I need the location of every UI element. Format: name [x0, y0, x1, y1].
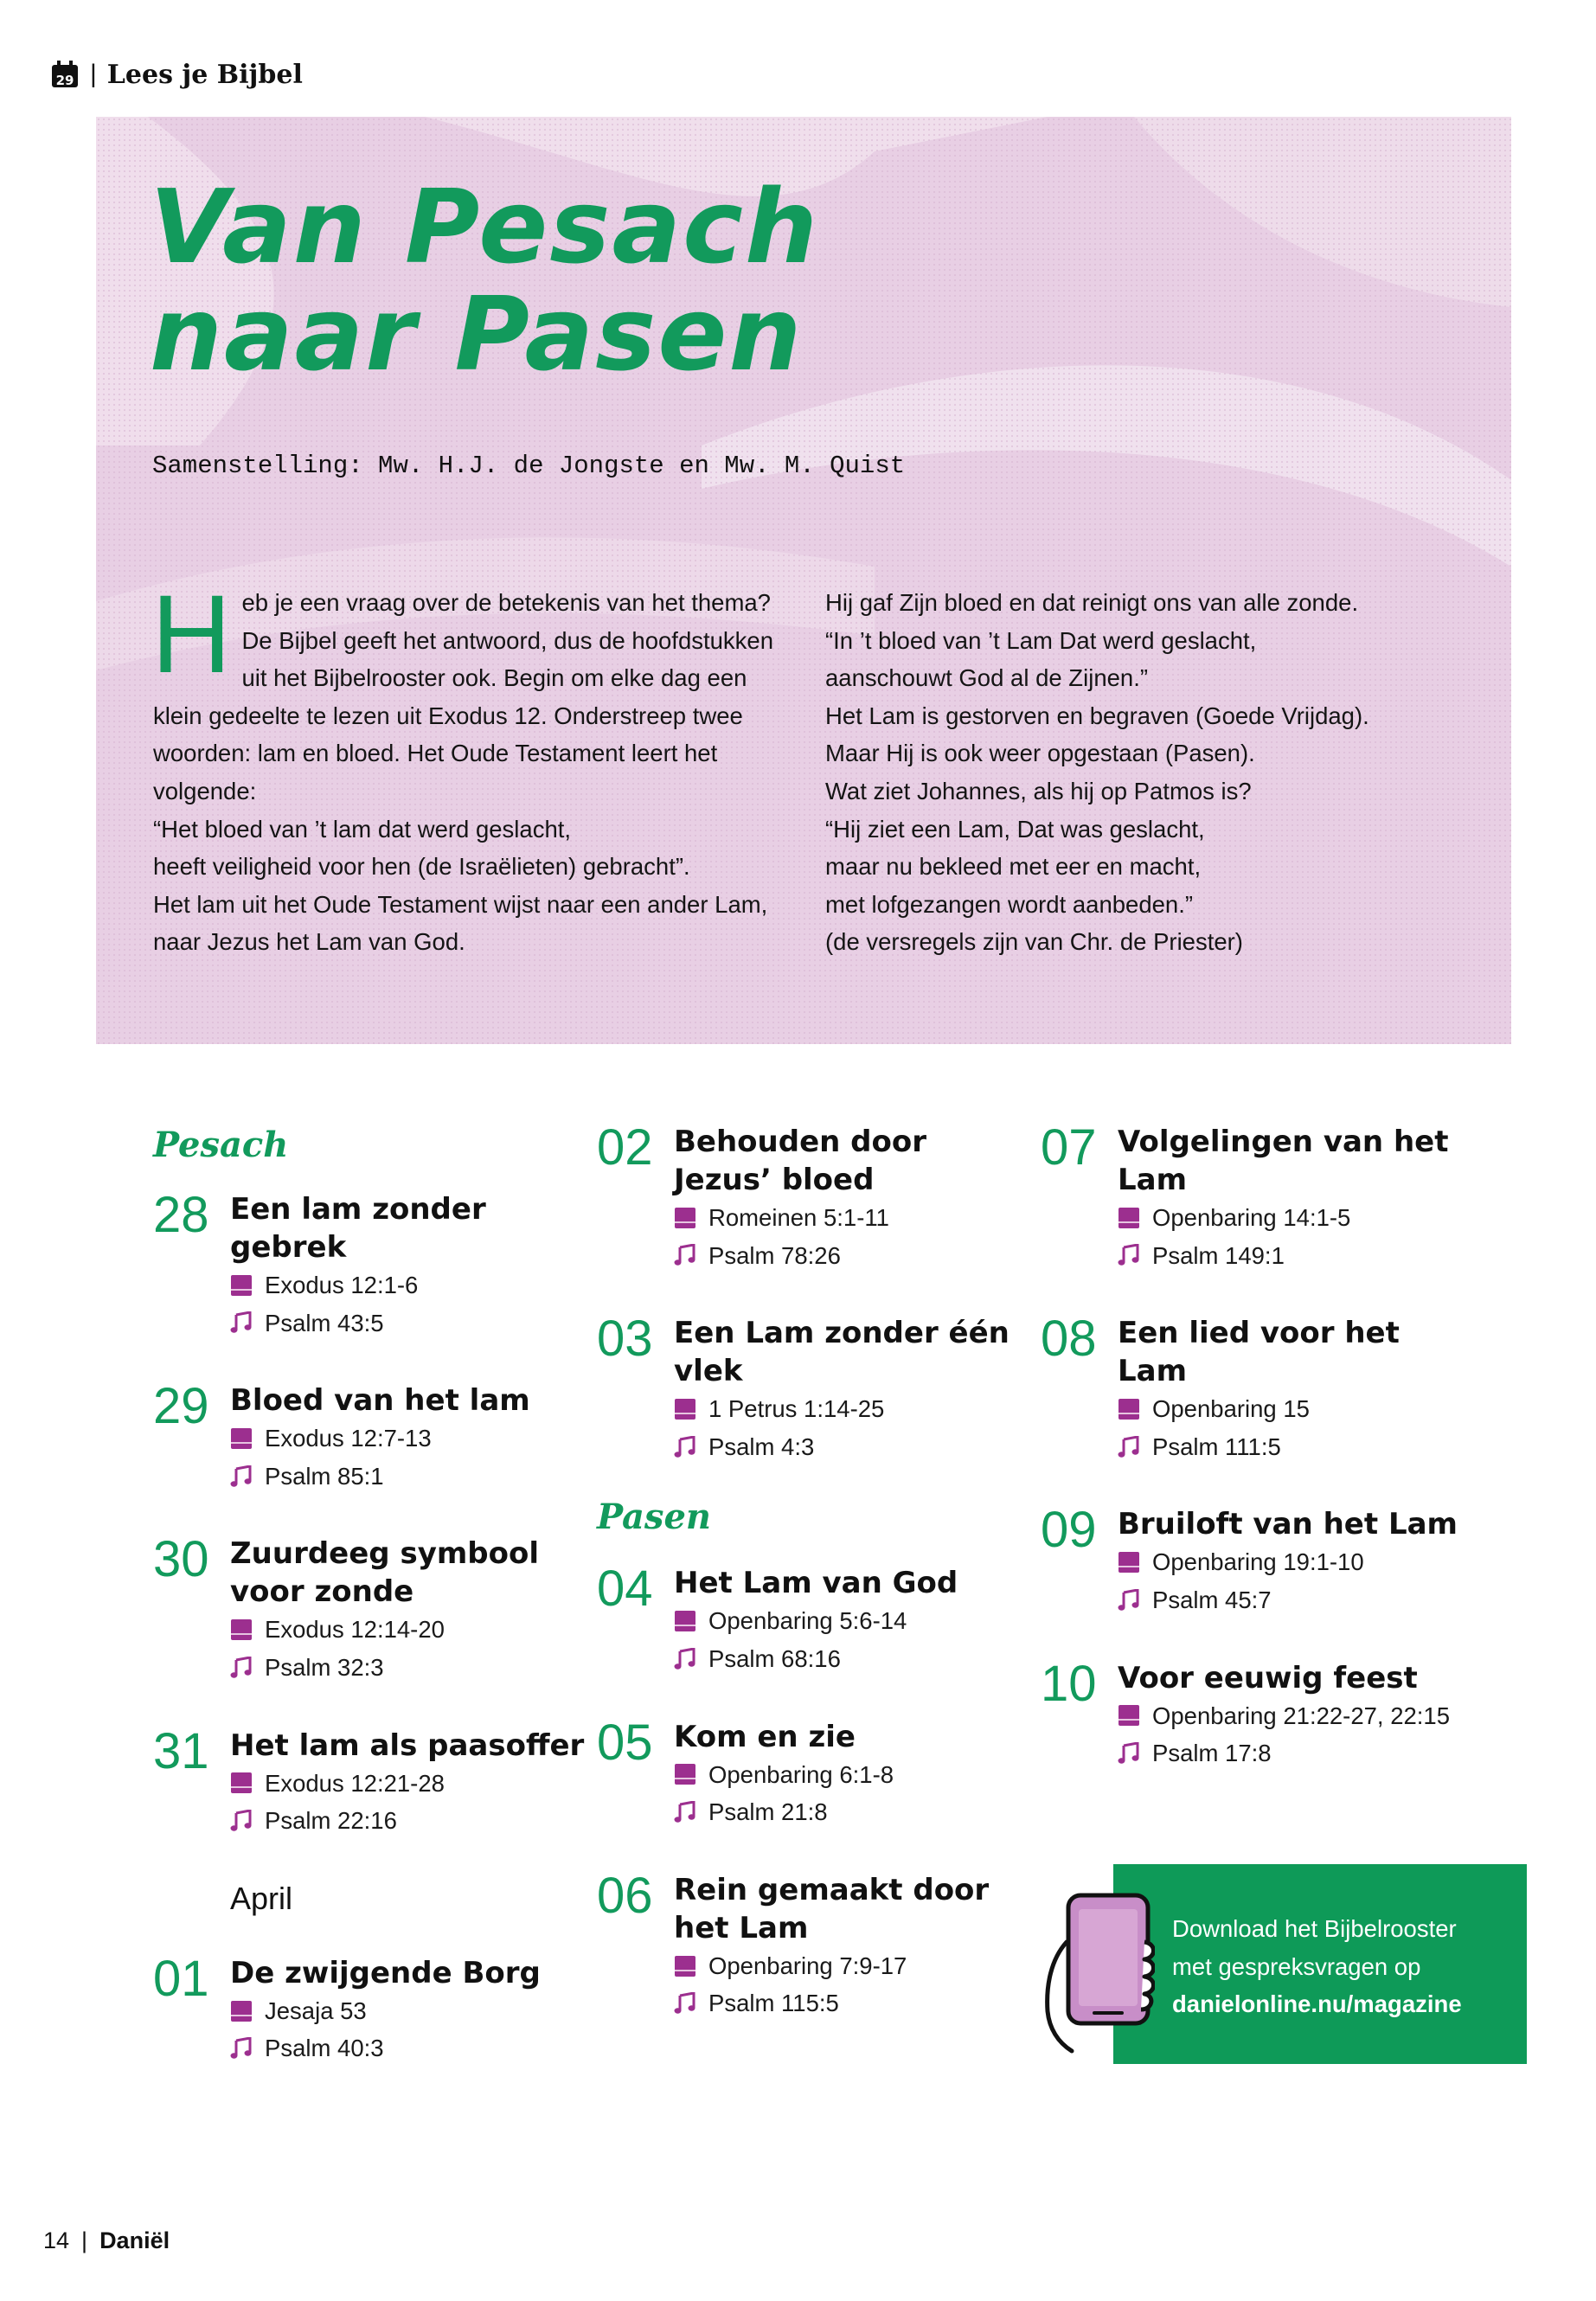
schedule-entry [1041, 1655, 1473, 1772]
entry-title: Het lam als paasoffer [230, 1727, 585, 1763]
intro-line: Maar Hij is ook weer opgestaan (Pasen). [825, 740, 1255, 767]
music-note-icon [674, 1801, 696, 1823]
schedule-entry [153, 1531, 586, 1686]
section-label: Lees je Bijbel [106, 59, 303, 90]
reading-ref: Exodus 12:14-20 [230, 1611, 586, 1649]
psalm-ref: Psalm 43:5 [230, 1304, 586, 1343]
day-number: 06 [597, 1867, 653, 1924]
music-note-icon [230, 1810, 253, 1832]
phone-in-hand-icon [1042, 1890, 1155, 2054]
reading-ref: Jesaja 53 [230, 1992, 586, 2030]
reading-ref: Openbaring 5:6-14 [674, 1602, 1029, 1640]
psalm-ref: Psalm 21:8 [674, 1793, 1029, 1831]
download-line-2: met gespreksvragen op [1172, 1952, 1421, 1980]
book-icon [674, 1955, 696, 1977]
entry-title: Een lied voor het Lam [1118, 1316, 1400, 1389]
header-separator: | [90, 60, 97, 88]
schedule-entry [153, 1187, 586, 1342]
psalm-ref: Psalm 68:16 [674, 1640, 1029, 1678]
psalm-ref: Psalm 45:7 [1118, 1581, 1473, 1619]
title-line-1: Van Pesach [150, 167, 820, 286]
book-icon [674, 1610, 696, 1632]
schedule-entry [1041, 1311, 1473, 1465]
day-number: 09 [1041, 1502, 1097, 1559]
entry-title: Zuurdeeg symbool voor zonde [230, 1536, 539, 1610]
intro-paragraph-1: Heb je een vraag over de betekenis van het thema? De Bijbel geeft het antwoord, dus de hoofdstukken uit het Bijbelrooster ook. Begin om elke dag een klein gedeelte te lezen uit Exodus 12. Onderstreep twee woorden: lam en bloed. Het Oude Testament leert het volgende: [151, 573, 774, 804]
schedule-entry [153, 1378, 586, 1495]
reading-ref: Romeinen 5:1-11 [674, 1199, 1029, 1237]
music-note-icon [674, 1648, 696, 1670]
credits: Samenstelling: Mw. H.J. de Jongste en Mw. M. Quist [152, 452, 906, 480]
schedule-entry [597, 1561, 1029, 1677]
svg-text:29: 29 [55, 73, 74, 88]
book-icon [230, 1618, 253, 1641]
intro-left-column [151, 573, 776, 961]
day-number: 07 [1041, 1119, 1097, 1176]
psalm-ref: Psalm 32:3 [230, 1649, 586, 1687]
day-number: 02 [597, 1119, 653, 1176]
psalm-ref: Psalm 40:3 [230, 2029, 586, 2067]
day-number: 01 [153, 1950, 209, 2007]
book-icon [230, 2000, 253, 2022]
book-icon [1118, 1704, 1140, 1727]
entry-title: Een Lam zonder één vlek [674, 1316, 1010, 1389]
download-line-1: Download het Bijbelrooster [1172, 1915, 1457, 1942]
entry-title: Bloed van het lam [230, 1383, 530, 1419]
music-note-icon [674, 1244, 696, 1266]
book-icon [230, 1772, 253, 1794]
schedule-entry [597, 1867, 1029, 2022]
intro-line: “Hij ziet een Lam, Dat was geslacht, [825, 815, 1205, 843]
schedule-entry [1041, 1119, 1473, 1274]
page-number: 14 [43, 2227, 70, 2253]
intro-line: Wat ziet Johannes, als hij op Patmos is? [825, 777, 1252, 804]
entry-title: De zwijgende Borg [230, 1955, 541, 1990]
reading-ref: Openbaring 15 [1118, 1390, 1473, 1428]
intro-paragraph: Het lam uit het Oude Testament wijst naar een ander Lam, naar Jezus het Lam van God. [153, 890, 768, 956]
schedule-entry [597, 1119, 1029, 1274]
day-number: 08 [1041, 1311, 1097, 1368]
book-icon [1118, 1207, 1140, 1229]
day-number: 28 [153, 1187, 209, 1243]
intro-line: “Het bloed van ’t lam dat werd geslacht, [153, 815, 572, 843]
music-note-icon [674, 1436, 696, 1458]
magazine-name: Daniël [99, 2227, 170, 2253]
day-number: 30 [153, 1531, 209, 1588]
music-note-icon [1118, 1244, 1140, 1266]
download-text [1172, 1910, 1462, 2023]
schedule-entry [1041, 1502, 1473, 1618]
calendar-icon [50, 60, 80, 89]
day-number: 05 [597, 1714, 653, 1771]
schedule-column-1 [153, 1123, 586, 2107]
schedule-entry [597, 1714, 1029, 1831]
psalm-ref: Psalm 85:1 [230, 1458, 586, 1496]
psalm-ref: Psalm 149:1 [1118, 1237, 1473, 1275]
intro-line: (de versregels zijn van Chr. de Priester) [825, 928, 1243, 956]
page-title [150, 167, 820, 394]
book-icon [674, 1398, 696, 1420]
day-number: 04 [597, 1561, 653, 1618]
music-note-icon [230, 2037, 253, 2060]
title-line-2: naar Pasen [150, 274, 804, 394]
intro-line: Hij gaf Zijn bloed en dat reinigt ons van alle zonde. [825, 589, 1359, 616]
music-note-icon [230, 1311, 253, 1334]
entry-title: Volgelingen van het Lam [1118, 1125, 1449, 1197]
reading-ref: Openbaring 7:9-17 [674, 1947, 1029, 1985]
music-note-icon [1118, 1742, 1140, 1765]
schedule-column-2 [597, 1119, 1029, 2062]
intro-panel [96, 117, 1511, 1044]
intro-line: aanschouwt God al de Zijnen.” [825, 664, 1148, 692]
reading-ref: Openbaring 19:1-10 [1118, 1543, 1473, 1581]
day-number: 29 [153, 1378, 209, 1435]
psalm-ref: Psalm 4:3 [674, 1428, 1029, 1466]
psalm-ref: Psalm 78:26 [674, 1237, 1029, 1275]
book-icon [674, 1207, 696, 1229]
intro-line: met lofgezangen wordt aanbeden.” [825, 890, 1194, 918]
intro-right-column [825, 584, 1465, 961]
schedule-entry [597, 1311, 1029, 1465]
intro-line: Het Lam is gestorven en begraven (Goede Vrijdag). [825, 702, 1369, 729]
day-number: 31 [153, 1722, 209, 1779]
music-note-icon [230, 1657, 253, 1679]
reading-ref: 1 Petrus 1:14-25 [674, 1390, 1029, 1428]
book-icon [230, 1427, 253, 1450]
download-link[interactable]: danielonline.nu/magazine [1172, 1990, 1462, 2018]
footer-separator: | [81, 2227, 88, 2253]
book-icon [1118, 1551, 1140, 1574]
day-number: 10 [1041, 1655, 1097, 1712]
psalm-ref: Psalm 22:16 [230, 1802, 586, 1840]
entry-title: Rein gemaakt door het Lam [674, 1872, 990, 1945]
reading-ref: Openbaring 21:22-27, 22:15 [1118, 1697, 1473, 1735]
psalm-ref: Psalm 17:8 [1118, 1734, 1473, 1772]
month-label: April [230, 1880, 293, 1916]
reading-ref: Exodus 12:1-6 [230, 1266, 586, 1304]
entry-title: Het Lam van God [674, 1566, 958, 1601]
intro-line: maar nu bekleed met eer en macht, [825, 853, 1202, 881]
entry-title: Voor eeuwig feest [1118, 1660, 1418, 1695]
entry-title: Bruiloft van het Lam [1118, 1507, 1458, 1542]
reading-ref: Exodus 12:21-28 [230, 1765, 586, 1803]
entry-title: Kom en zie [674, 1719, 856, 1754]
schedule-column-3 [1041, 1119, 1473, 1812]
music-note-icon [230, 1465, 253, 1488]
music-note-icon [1118, 1589, 1140, 1612]
book-icon [230, 1274, 253, 1297]
psalm-ref: Psalm 115:5 [674, 1984, 1029, 2022]
music-note-icon [1118, 1436, 1140, 1458]
intro-line: heeft veiligheid voor hen (de Israëlieten) gebracht”. [153, 853, 690, 881]
section-title-pesach: Pesach [153, 1125, 289, 1165]
schedule-entry [153, 1950, 586, 2067]
entry-title: Behouden door Jezus’ bloed [674, 1125, 927, 1197]
reading-ref: Openbaring 14:1-5 [1118, 1199, 1473, 1237]
reading-ref: Exodus 12:7-13 [230, 1420, 586, 1458]
section-title-pasen: Pasen [597, 1497, 711, 1538]
music-note-icon [674, 1992, 696, 2015]
intro-line: “In ’t bloed van ’t Lam Dat werd geslacht, [825, 626, 1257, 654]
day-number: 03 [597, 1311, 653, 1368]
download-box [1113, 1864, 1527, 2064]
reading-ref: Openbaring 6:1-8 [674, 1756, 1029, 1794]
running-footer [43, 2223, 170, 2258]
book-icon [674, 1763, 696, 1785]
schedule-entry [153, 1722, 586, 1840]
psalm-ref: Psalm 111:5 [1118, 1428, 1473, 1466]
book-icon [1118, 1398, 1140, 1420]
drop-cap: H [151, 573, 232, 696]
running-header [50, 57, 303, 92]
entry-title: Een lam zonder gebrek [230, 1192, 486, 1265]
